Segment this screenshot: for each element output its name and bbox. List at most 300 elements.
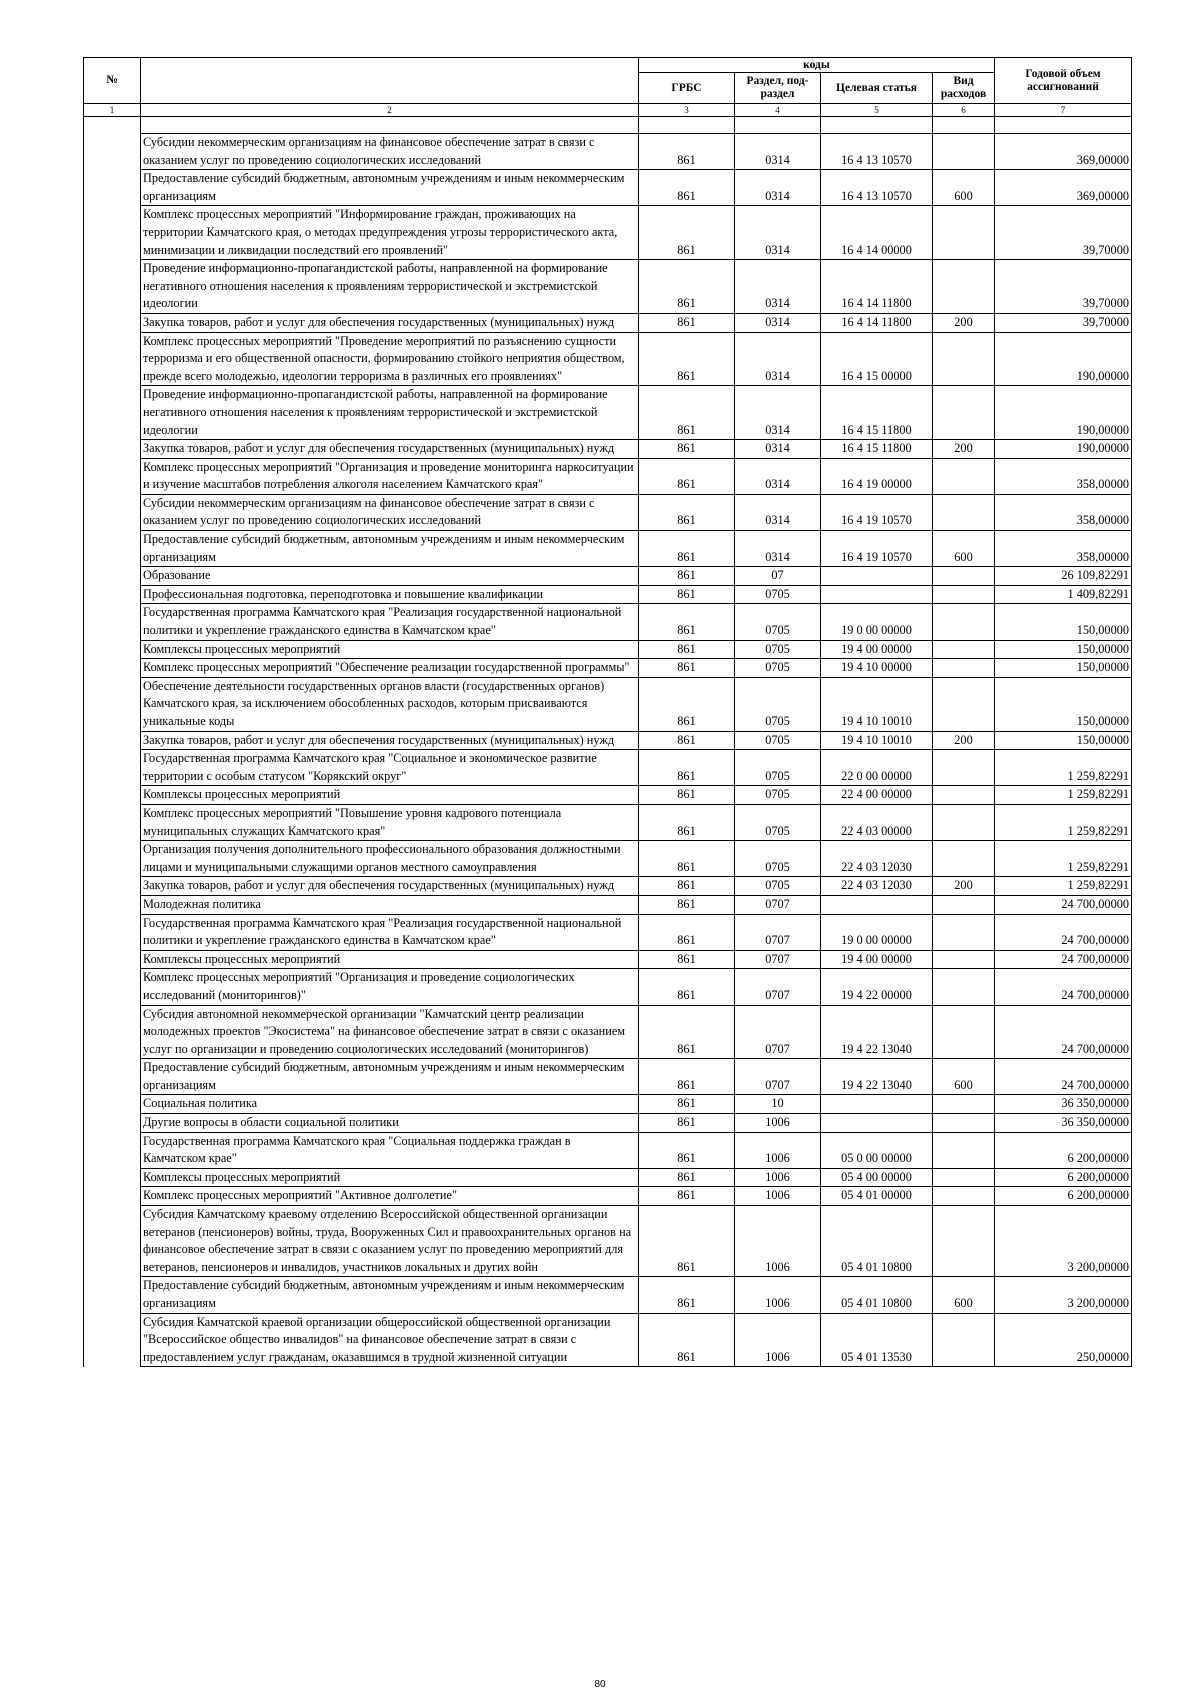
- row-name: Комплекс процессных мероприятий "Информирование граждан, проживающих на территории Камчатского края, о методах предупреждения угрозы террористического акта, минимизации и ликвидации последствий его проявлений": [141, 206, 639, 260]
- table-row: [84, 877, 1132, 896]
- row-amount: 369,00000: [995, 170, 1132, 206]
- row-name: Субсидия автономной некоммерческой организации "Камчатский центр реализации молодежных проектов "Экосистема" на финансовое обеспечение затрат в связи с оказанием услуг по организации и проведению социологических исследований (мониторингов): [141, 1005, 639, 1059]
- row-section: 0705: [735, 640, 821, 659]
- table-row: [84, 640, 1132, 659]
- row-grbs: 861: [639, 134, 735, 170]
- row-expense-type: [933, 260, 995, 314]
- table-row: [84, 567, 1132, 586]
- row-target: 16 4 13 10570: [821, 170, 933, 206]
- row-section: 0314: [735, 494, 821, 530]
- row-grbs: 861: [639, 841, 735, 877]
- row-expense-type: [933, 1313, 995, 1367]
- table-row: [84, 206, 1132, 260]
- row-expense-type: 200: [933, 440, 995, 459]
- row-expense-type: [933, 1005, 995, 1059]
- row-expense-type: 200: [933, 313, 995, 332]
- page-number: 80: [594, 1679, 606, 1690]
- row-name: Комплекс процессных мероприятий "Активное долголетие": [141, 1187, 639, 1206]
- header-expense-type: Вид расходов: [933, 73, 995, 104]
- table-row: [84, 313, 1132, 332]
- row-number-cell: [84, 1277, 141, 1313]
- row-name: Образование: [141, 567, 639, 586]
- row-section: 0314: [735, 332, 821, 386]
- row-target: 19 4 10 10010: [821, 731, 933, 750]
- row-section: 0707: [735, 1059, 821, 1095]
- row-name: Предоставление субсидий бюджетным, автономным учреждениям и иным некоммерческим организациям: [141, 1059, 639, 1095]
- table-header: [84, 58, 1132, 117]
- row-target: [821, 895, 933, 914]
- row-expense-type: [933, 494, 995, 530]
- row-number-cell: [84, 1114, 141, 1133]
- row-name: Проведение информационно-пропагандистской работы, направленной на формирование негативного отношения населения к проявлениям террористической и экстремистской идеологии: [141, 260, 639, 314]
- row-amount: 24 700,00000: [995, 1059, 1132, 1095]
- row-grbs: 861: [639, 804, 735, 840]
- row-grbs: 861: [639, 1059, 735, 1095]
- row-target: 19 0 00 00000: [821, 914, 933, 950]
- row-name: Комплексы процессных мероприятий: [141, 786, 639, 805]
- row-amount: 24 700,00000: [995, 1005, 1132, 1059]
- row-name: Субсидии некоммерческим организациям на финансовое обеспечение затрат в связи с оказанием услуг по проведению социологических исследований: [141, 494, 639, 530]
- row-target: 19 4 00 00000: [821, 640, 933, 659]
- row-expense-type: [933, 804, 995, 840]
- row-section: 0314: [735, 260, 821, 314]
- row-expense-type: 600: [933, 1277, 995, 1313]
- row-number-cell: [84, 1059, 141, 1095]
- row-target: 05 4 01 13530: [821, 1313, 933, 1367]
- row-grbs: 861: [639, 877, 735, 896]
- row-name: Предоставление субсидий бюджетным, автономным учреждениям и иным некоммерческим организациям: [141, 1277, 639, 1313]
- row-target: [821, 585, 933, 604]
- row-amount: 26 109,82291: [995, 567, 1132, 586]
- row-expense-type: [933, 1206, 995, 1277]
- row-expense-type: [933, 1187, 995, 1206]
- table-row: [84, 1059, 1132, 1095]
- row-name: Предоставление субсидий бюджетным, автономным учреждениям и иным некоммерческим организациям: [141, 170, 639, 206]
- row-expense-type: [933, 1095, 995, 1114]
- row-target: [821, 1095, 933, 1114]
- row-grbs: 861: [639, 1168, 735, 1187]
- row-target: 16 4 15 11800: [821, 386, 933, 440]
- row-number-cell: [84, 1206, 141, 1277]
- row-target: 16 4 19 10570: [821, 494, 933, 530]
- row-section: 0314: [735, 206, 821, 260]
- table-row: [84, 1114, 1132, 1133]
- row-name: Субсидии некоммерческим организациям на финансовое обеспечение затрат в связи с оказанием услуг по проведению социологических исследований: [141, 134, 639, 170]
- row-amount: 39,70000: [995, 313, 1132, 332]
- row-number-cell: [84, 458, 141, 494]
- row-expense-type: [933, 1114, 995, 1133]
- column-number: 2: [141, 104, 639, 117]
- table-row: [84, 914, 1132, 950]
- row-expense-type: [933, 458, 995, 494]
- row-section: 0314: [735, 458, 821, 494]
- row-target: 16 4 14 00000: [821, 206, 933, 260]
- row-section: 0705: [735, 731, 821, 750]
- row-number-cell: [84, 786, 141, 805]
- row-number-cell: [84, 1132, 141, 1168]
- row-number-cell: [84, 1187, 141, 1206]
- row-amount: 36 350,00000: [995, 1095, 1132, 1114]
- row-target: [821, 567, 933, 586]
- row-amount: 150,00000: [995, 731, 1132, 750]
- row-amount: 190,00000: [995, 386, 1132, 440]
- row-grbs: 861: [639, 1187, 735, 1206]
- row-target: 19 4 10 00000: [821, 659, 933, 678]
- row-expense-type: [933, 950, 995, 969]
- row-section: 1006: [735, 1168, 821, 1187]
- table-body: [84, 117, 1132, 1367]
- row-number-cell: [84, 531, 141, 567]
- row-amount: 369,00000: [995, 134, 1132, 170]
- row-name: Закупка товаров, работ и услуг для обеспечения государственных (муниципальных) нужд: [141, 313, 639, 332]
- table-row: [84, 170, 1132, 206]
- row-amount: 24 700,00000: [995, 950, 1132, 969]
- row-number-cell: [84, 134, 141, 170]
- row-section: 0705: [735, 585, 821, 604]
- row-grbs: 861: [639, 786, 735, 805]
- row-number-cell: [84, 969, 141, 1005]
- row-number-cell: [84, 386, 141, 440]
- header-annual: Годовой объем ассигнований: [995, 58, 1132, 104]
- budget-table: [83, 57, 1132, 1367]
- row-target: 19 0 00 00000: [821, 604, 933, 640]
- row-name: Проведение информационно-пропагандистской работы, направленной на формирование негативного отношения населения к проявлениям террористической и экстремистской идеологии: [141, 386, 639, 440]
- column-number-row: [84, 104, 1132, 117]
- column-number: 4: [735, 104, 821, 117]
- table-row: [84, 750, 1132, 786]
- row-expense-type: [933, 677, 995, 731]
- row-amount: 358,00000: [995, 531, 1132, 567]
- table-row: [84, 950, 1132, 969]
- row-section: 0705: [735, 786, 821, 805]
- row-grbs: 861: [639, 750, 735, 786]
- row-number-cell: [84, 260, 141, 314]
- header-grbs: ГРБС: [639, 73, 735, 104]
- row-number-cell: [84, 914, 141, 950]
- row-amount: 1 259,82291: [995, 877, 1132, 896]
- row-target: 16 4 15 00000: [821, 332, 933, 386]
- row-name: Комплексы процессных мероприятий: [141, 640, 639, 659]
- row-target: 19 4 22 13040: [821, 1059, 933, 1095]
- header-codes: коды: [639, 58, 995, 73]
- row-grbs: 861: [639, 1277, 735, 1313]
- row-number-cell: [84, 659, 141, 678]
- row-number-cell: [84, 731, 141, 750]
- row-target: 22 4 03 12030: [821, 877, 933, 896]
- row-number-cell: [84, 567, 141, 586]
- row-expense-type: [933, 134, 995, 170]
- row-amount: 250,00000: [995, 1313, 1132, 1367]
- row-name: Субсидия Камчатскому краевому отделению Всероссийской общественной организации ветеранов (пенсионеров) войны, труда, Вооруженных Сил и правоохранительных органов на финансовое обеспечение затрат в связи с оказанием услуг по проведению мероприятий для ветеранов, пенсионеров и инвалидов, участников локальных и других войн: [141, 1206, 639, 1277]
- row-name: Комплекс процессных мероприятий "Организация и проведение мониторинга наркоситуации и изучение масштабов потребления алкоголя населением Камчатского края": [141, 458, 639, 494]
- row-target: 16 4 13 10570: [821, 134, 933, 170]
- table-row: [84, 1313, 1132, 1367]
- row-target: 05 4 01 00000: [821, 1187, 933, 1206]
- row-section: 1006: [735, 1132, 821, 1168]
- row-amount: 39,70000: [995, 206, 1132, 260]
- row-number-cell: [84, 440, 141, 459]
- table-row: [84, 1168, 1132, 1187]
- row-grbs: 861: [639, 260, 735, 314]
- row-expense-type: [933, 206, 995, 260]
- row-number-cell: [84, 804, 141, 840]
- row-grbs: 861: [639, 458, 735, 494]
- row-grbs: 861: [639, 1206, 735, 1277]
- table-row: [84, 332, 1132, 386]
- column-number: 1: [84, 104, 141, 117]
- row-number-cell: [84, 585, 141, 604]
- row-section: 0707: [735, 969, 821, 1005]
- row-amount: 150,00000: [995, 604, 1132, 640]
- row-number-cell: [84, 841, 141, 877]
- row-number-cell: [84, 950, 141, 969]
- row-name: Комплексы процессных мероприятий: [141, 950, 639, 969]
- row-grbs: 861: [639, 659, 735, 678]
- row-name: Государственная программа Камчатского края "Социальное и экономическое развитие территории с особым статусом "Корякский округ": [141, 750, 639, 786]
- table-row: [84, 1206, 1132, 1277]
- row-amount: 36 350,00000: [995, 1114, 1132, 1133]
- row-target: 16 4 14 11800: [821, 260, 933, 314]
- row-target: 16 4 15 11800: [821, 440, 933, 459]
- row-amount: 24 700,00000: [995, 969, 1132, 1005]
- row-section: 0314: [735, 386, 821, 440]
- row-expense-type: [933, 1168, 995, 1187]
- table-row: [84, 786, 1132, 805]
- row-amount: 150,00000: [995, 677, 1132, 731]
- row-number-cell: [84, 494, 141, 530]
- row-expense-type: [933, 640, 995, 659]
- row-number-cell: [84, 206, 141, 260]
- row-grbs: 861: [639, 1114, 735, 1133]
- table-row: [84, 134, 1132, 170]
- row-section: 1006: [735, 1277, 821, 1313]
- table-row: [84, 731, 1132, 750]
- row-number-cell: [84, 313, 141, 332]
- column-number: 5: [821, 104, 933, 117]
- row-grbs: 861: [639, 604, 735, 640]
- row-name: Субсидия Камчатской краевой организации общероссийской общественной организации "Всероссийское общество инвалидов" на финансовое обеспечение затрат в связи с предоставлением услуг гражданам, оказавшимся в трудной жизненной ситуации: [141, 1313, 639, 1367]
- row-target: 16 4 19 00000: [821, 458, 933, 494]
- table-row: [84, 895, 1132, 914]
- row-section: 0707: [735, 950, 821, 969]
- row-grbs: 861: [639, 1095, 735, 1114]
- table-row: [84, 1277, 1132, 1313]
- row-expense-type: [933, 567, 995, 586]
- row-amount: 1 259,82291: [995, 750, 1132, 786]
- row-expense-type: 200: [933, 731, 995, 750]
- row-section: 0705: [735, 804, 821, 840]
- table-row: [84, 804, 1132, 840]
- row-name: Закупка товаров, работ и услуг для обеспечения государственных (муниципальных) нужд: [141, 877, 639, 896]
- table-row: [84, 458, 1132, 494]
- row-grbs: 861: [639, 950, 735, 969]
- row-amount: 190,00000: [995, 332, 1132, 386]
- table-row: [84, 440, 1132, 459]
- row-section: 0314: [735, 134, 821, 170]
- row-expense-type: [933, 386, 995, 440]
- row-section: 0705: [735, 604, 821, 640]
- row-amount: 1 259,82291: [995, 804, 1132, 840]
- row-number-cell: [84, 1095, 141, 1114]
- row-amount: 24 700,00000: [995, 914, 1132, 950]
- spacer-row: [84, 117, 1132, 134]
- row-target: 05 4 00 00000: [821, 1168, 933, 1187]
- row-number-cell: [84, 332, 141, 386]
- row-expense-type: [933, 841, 995, 877]
- table-row: [84, 604, 1132, 640]
- header-name: [141, 58, 639, 104]
- row-name: Закупка товаров, работ и услуг для обеспечения государственных (муниципальных) нужд: [141, 440, 639, 459]
- row-name: Предоставление субсидий бюджетным, автономным учреждениям и иным некоммерческим организациям: [141, 531, 639, 567]
- row-section: 0314: [735, 313, 821, 332]
- row-number-cell: [84, 640, 141, 659]
- row-grbs: 861: [639, 531, 735, 567]
- row-expense-type: [933, 332, 995, 386]
- row-target: [821, 1114, 933, 1133]
- table-row: [84, 1187, 1132, 1206]
- row-name: Молодежная политика: [141, 895, 639, 914]
- table-row: [84, 677, 1132, 731]
- row-section: 0707: [735, 1005, 821, 1059]
- row-name: Комплексы процессных мероприятий: [141, 1168, 639, 1187]
- row-grbs: 861: [639, 206, 735, 260]
- row-grbs: 861: [639, 731, 735, 750]
- row-expense-type: [933, 659, 995, 678]
- table-row: [84, 585, 1132, 604]
- row-grbs: 861: [639, 494, 735, 530]
- row-section: 0707: [735, 895, 821, 914]
- table-row: [84, 1005, 1132, 1059]
- row-name: Государственная программа Камчатского края "Социальная поддержка граждан в Камчатском крае": [141, 1132, 639, 1168]
- row-expense-type: [933, 750, 995, 786]
- row-amount: 39,70000: [995, 260, 1132, 314]
- row-expense-type: [933, 585, 995, 604]
- row-amount: 358,00000: [995, 458, 1132, 494]
- row-section: 0707: [735, 914, 821, 950]
- row-target: 16 4 14 11800: [821, 313, 933, 332]
- row-name: Обеспечение деятельности государственных органов власти (государственных органов) Камчатского края, за исключением обособленных расходов, которым присваиваются уникальные коды: [141, 677, 639, 731]
- row-section: 1006: [735, 1114, 821, 1133]
- row-name: Комплекс процессных мероприятий "Проведение мероприятий по разъяснению сущности терроризма и его общественной опасности, формированию стойкого неприятия обществом, прежде всего молодежью, идеологии терроризма в различных его проявлениях": [141, 332, 639, 386]
- row-target: 19 4 22 00000: [821, 969, 933, 1005]
- row-expense-type: [933, 786, 995, 805]
- row-grbs: 861: [639, 386, 735, 440]
- row-target: 22 4 00 00000: [821, 786, 933, 805]
- table-row: [84, 1095, 1132, 1114]
- row-target: 16 4 19 10570: [821, 531, 933, 567]
- row-grbs: 861: [639, 332, 735, 386]
- row-section: 0314: [735, 531, 821, 567]
- row-amount: 6 200,00000: [995, 1168, 1132, 1187]
- row-grbs: 861: [639, 969, 735, 1005]
- column-number: 6: [933, 104, 995, 117]
- row-section: 10: [735, 1095, 821, 1114]
- row-amount: 6 200,00000: [995, 1132, 1132, 1168]
- table-row: [84, 531, 1132, 567]
- row-target: 22 0 00 00000: [821, 750, 933, 786]
- row-target: 22 4 03 00000: [821, 804, 933, 840]
- row-grbs: 861: [639, 914, 735, 950]
- row-expense-type: [933, 1132, 995, 1168]
- row-section: 0705: [735, 677, 821, 731]
- row-number-cell: [84, 750, 141, 786]
- row-amount: 1 259,82291: [995, 841, 1132, 877]
- table-row: [84, 841, 1132, 877]
- row-grbs: 861: [639, 895, 735, 914]
- row-grbs: 861: [639, 440, 735, 459]
- row-amount: 1 259,82291: [995, 786, 1132, 805]
- row-target: 22 4 03 12030: [821, 841, 933, 877]
- row-number-cell: [84, 677, 141, 731]
- row-amount: 3 200,00000: [995, 1277, 1132, 1313]
- row-section: 0314: [735, 170, 821, 206]
- row-name: Закупка товаров, работ и услуг для обеспечения государственных (муниципальных) нужд: [141, 731, 639, 750]
- row-grbs: 861: [639, 1313, 735, 1367]
- table-row: [84, 659, 1132, 678]
- row-name: Комплекс процессных мероприятий "Организация и проведение социологических исследований (мониторингов)": [141, 969, 639, 1005]
- row-section: 0705: [735, 750, 821, 786]
- row-amount: 24 700,00000: [995, 895, 1132, 914]
- row-expense-type: [933, 895, 995, 914]
- column-number: 3: [639, 104, 735, 117]
- row-expense-type: [933, 604, 995, 640]
- row-number-cell: [84, 1005, 141, 1059]
- row-section: 1006: [735, 1206, 821, 1277]
- row-section: 0705: [735, 659, 821, 678]
- row-amount: 1 409,82291: [995, 585, 1132, 604]
- table-row: [84, 969, 1132, 1005]
- row-section: 07: [735, 567, 821, 586]
- row-target: 19 4 10 10010: [821, 677, 933, 731]
- header-no: №: [84, 58, 141, 104]
- row-grbs: 861: [639, 585, 735, 604]
- row-expense-type: 600: [933, 170, 995, 206]
- row-name: Государственная программа Камчатского края "Реализация государственной национальной политики и укрепление гражданского единства в Камчатском крае": [141, 604, 639, 640]
- row-section: 0314: [735, 440, 821, 459]
- row-number-cell: [84, 895, 141, 914]
- row-section: 0705: [735, 841, 821, 877]
- row-section: 1006: [735, 1187, 821, 1206]
- row-number-cell: [84, 170, 141, 206]
- row-number-cell: [84, 604, 141, 640]
- row-name: Организация получения дополнительного профессионального образования должностными лицами и муниципальными служащими органов местного самоуправления: [141, 841, 639, 877]
- row-section: 0705: [735, 877, 821, 896]
- header-section: Раздел, под-раздел: [735, 73, 821, 104]
- row-target: 05 4 01 10800: [821, 1277, 933, 1313]
- row-name: Профессиональная подготовка, переподготовка и повышение квалификации: [141, 585, 639, 604]
- row-amount: 150,00000: [995, 659, 1132, 678]
- table-row: [84, 494, 1132, 530]
- row-expense-type: 600: [933, 1059, 995, 1095]
- row-amount: 190,00000: [995, 440, 1132, 459]
- row-name: Государственная программа Камчатского края "Реализация государственной национальной политики и укрепление гражданского единства в Камчатском крае": [141, 914, 639, 950]
- row-expense-type: 200: [933, 877, 995, 896]
- row-expense-type: [933, 969, 995, 1005]
- row-amount: 150,00000: [995, 640, 1132, 659]
- row-grbs: 861: [639, 1005, 735, 1059]
- table-row: [84, 386, 1132, 440]
- row-grbs: 861: [639, 170, 735, 206]
- row-amount: 6 200,00000: [995, 1187, 1132, 1206]
- row-expense-type: 600: [933, 531, 995, 567]
- table-row: [84, 260, 1132, 314]
- row-number-cell: [84, 877, 141, 896]
- row-name: Социальная политика: [141, 1095, 639, 1114]
- row-name: Комплекс процессных мероприятий "Обеспечение реализации государственной программы": [141, 659, 639, 678]
- row-target: 19 4 00 00000: [821, 950, 933, 969]
- header-target: Целевая статья: [821, 73, 933, 104]
- row-grbs: 861: [639, 640, 735, 659]
